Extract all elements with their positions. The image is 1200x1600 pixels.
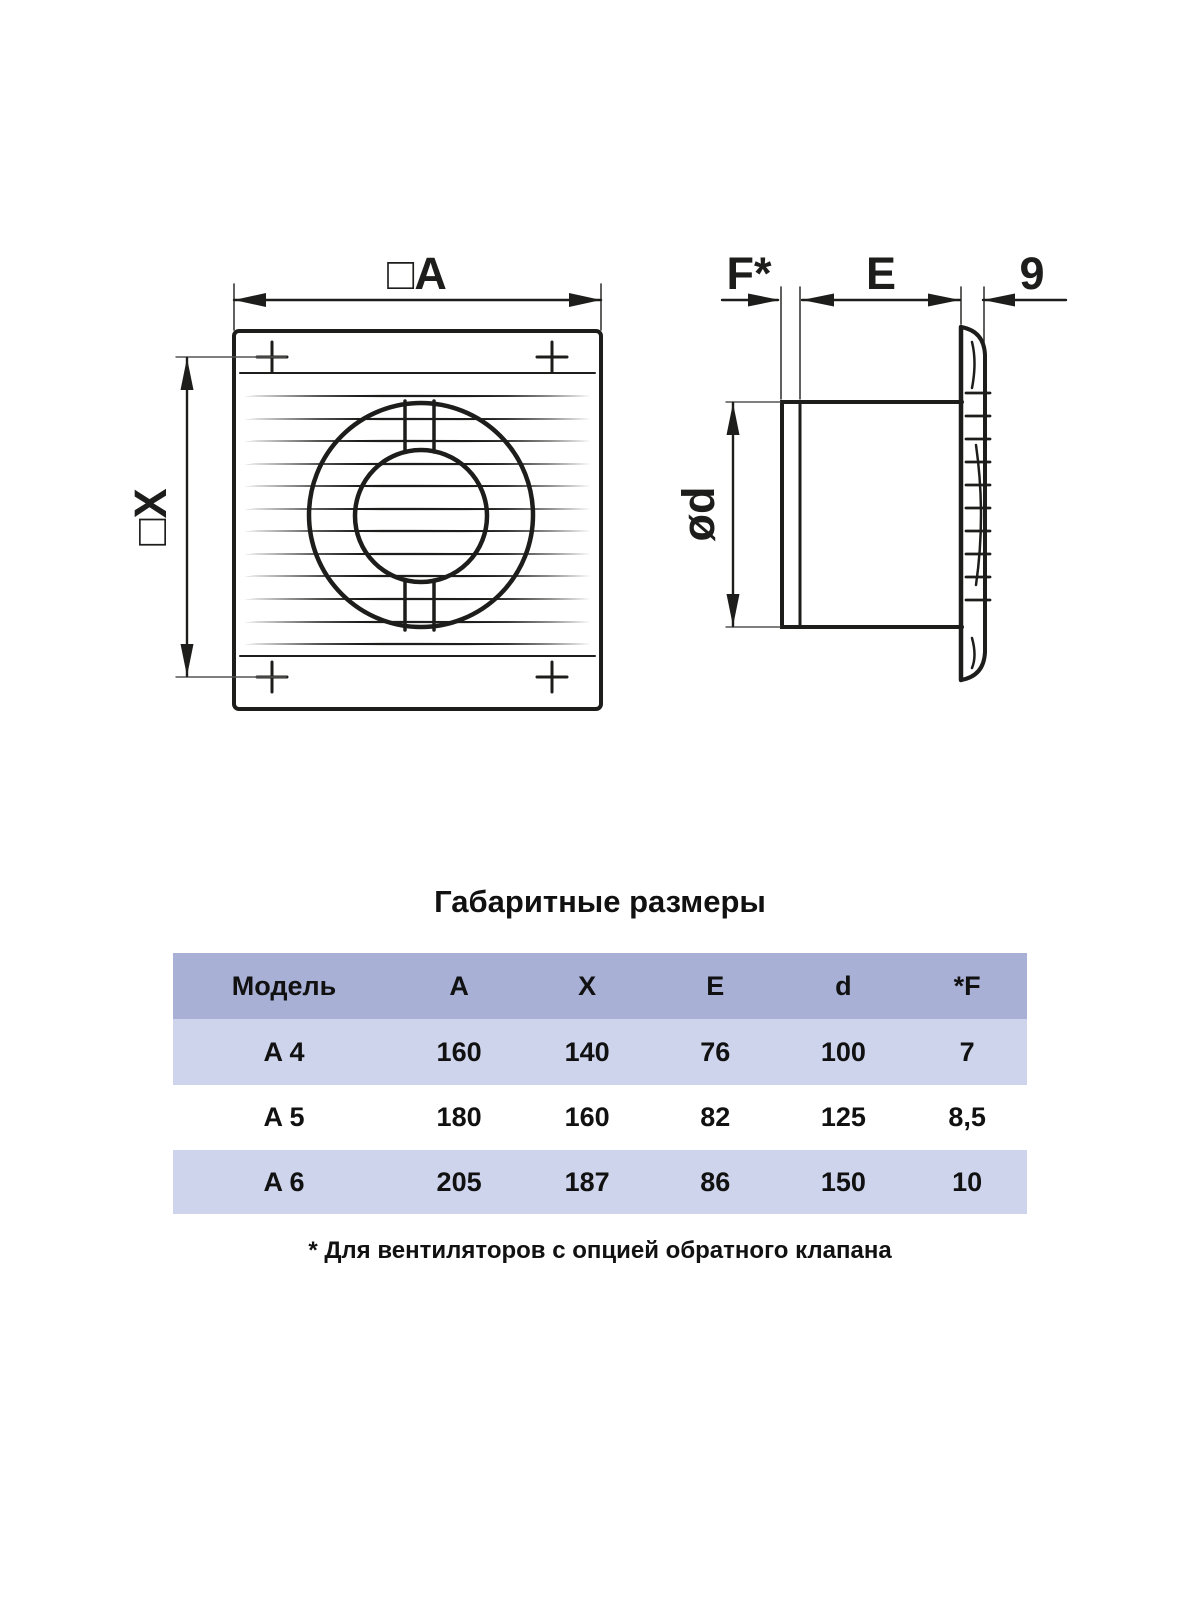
dimension-label-e: E (865, 248, 897, 299)
side-view (673, 248, 1066, 680)
column-header-e: E (706, 970, 725, 1001)
column-header-a: A (449, 970, 469, 1001)
cell-model: A 4 (263, 1036, 305, 1067)
front-panel-profile (961, 327, 990, 680)
table-footnote: * Для вентиляторов с опцией обратного клапана (308, 1237, 892, 1264)
cell-value: 86 (700, 1166, 731, 1197)
cell-value: 150 (820, 1166, 866, 1197)
dimension-label-a: □A (387, 248, 447, 299)
table-row (173, 1019, 1027, 1085)
cell-value: 187 (564, 1166, 610, 1197)
dimension-f-e-9 (722, 287, 1066, 399)
cell-value: 76 (700, 1036, 731, 1067)
table-header-row (173, 953, 1027, 1019)
dimension-label-x: □X (125, 488, 176, 546)
column-header-x: X (578, 970, 597, 1001)
cell-value: 100 (820, 1036, 866, 1067)
cell-value: 160 (564, 1102, 610, 1132)
fan-face-outline (234, 331, 601, 709)
dimensions-table (173, 953, 1027, 1214)
dimension-label-9: 9 (1019, 248, 1045, 299)
cell-model: A 6 (263, 1166, 305, 1197)
cell-value: 180 (436, 1102, 482, 1132)
front-view (125, 248, 601, 709)
column-header-f: *F (953, 970, 981, 1001)
cell-value: 140 (564, 1036, 610, 1067)
cell-value: 8,5 (948, 1102, 986, 1132)
cell-value: 160 (436, 1036, 482, 1067)
table-row (173, 1150, 1027, 1214)
dimension-label-f: F* (726, 248, 772, 299)
dimension-d (726, 402, 780, 627)
cell-value: 10 (952, 1166, 983, 1197)
table-row (173, 1085, 1027, 1150)
cell-model: A 5 (263, 1102, 305, 1132)
dimension-label-d: ød (673, 486, 724, 542)
cell-value: 125 (820, 1102, 866, 1132)
column-header-model: Модель (231, 970, 337, 1001)
cell-value: 82 (700, 1102, 731, 1132)
duct-body (782, 402, 962, 627)
cell-value: 7 (959, 1036, 975, 1067)
cell-value: 205 (436, 1166, 482, 1197)
dimension-drawing (0, 0, 1200, 780)
column-header-d: d (835, 970, 852, 1001)
page-title: Габаритные размеры (434, 884, 766, 919)
